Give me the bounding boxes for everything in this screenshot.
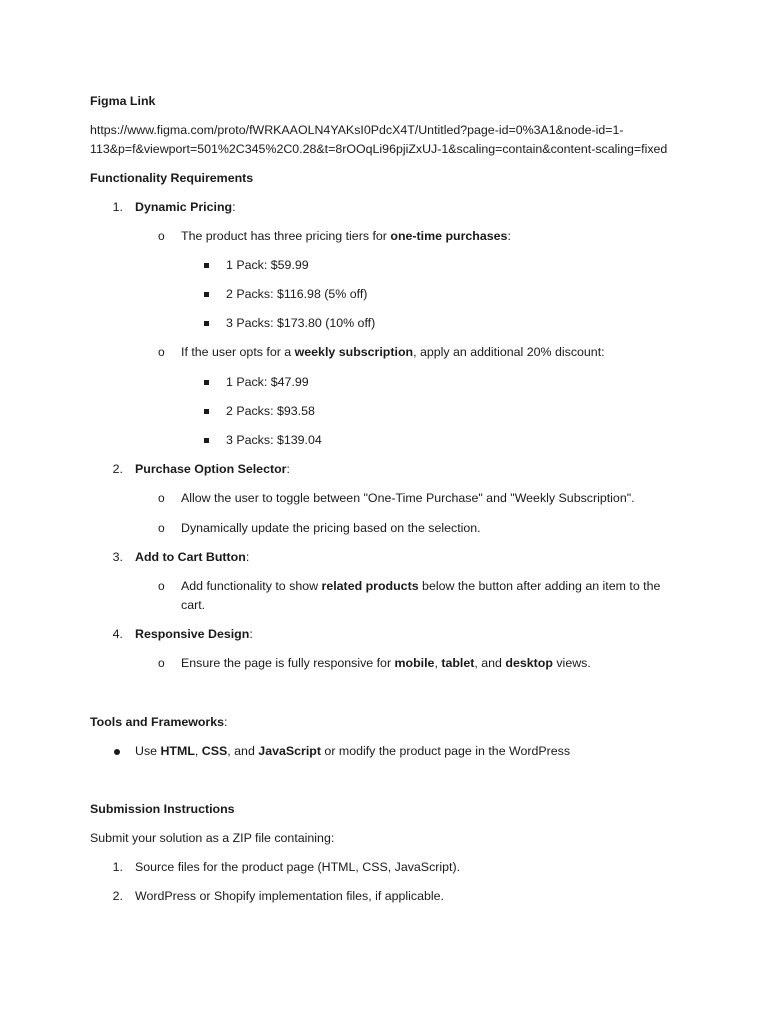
- hollow-bullet: o: [158, 491, 165, 505]
- figma-heading: Figma Link: [90, 94, 156, 108]
- square-bullet: [204, 438, 209, 443]
- figma-url-line-1[interactable]: https://www.figma.com/proto/fWRKAAOLN4YAKsI0PdcX4T/Untitled?page-id=0%3A1&node-id=1-: [90, 123, 624, 137]
- bold-text: tablet: [441, 656, 475, 670]
- tier-item: 2 Packs: $93.58: [226, 404, 315, 418]
- list-number: 1.: [112, 200, 123, 214]
- text: ,: [194, 744, 202, 758]
- item-title: Purchase Option Selector: [135, 462, 287, 476]
- text: ,: [434, 656, 442, 670]
- bold-text: one-time purchases: [390, 229, 508, 243]
- submission-heading: Submission Instructions: [90, 802, 235, 816]
- tier-item: 3 Packs: $139.04: [226, 433, 322, 447]
- item-title: Dynamic Pricing: [135, 200, 233, 214]
- text: Ensure the page is fully responsive for: [181, 656, 395, 670]
- square-bullet: [204, 321, 209, 326]
- square-bullet: [204, 292, 209, 297]
- text: , and: [474, 656, 506, 670]
- bold-text: JavaScript: [258, 744, 321, 758]
- heading-suffix: :: [224, 715, 228, 729]
- item-suffix: :: [245, 550, 250, 564]
- sub-item-update-pricing: Dynamically update the pricing based on the selection.: [181, 521, 481, 535]
- tools-heading: [90, 713, 228, 732]
- sub-item-one-time: [181, 227, 511, 246]
- hollow-bullet: o: [158, 521, 165, 535]
- item-suffix: :: [286, 462, 290, 476]
- list-number: 1.: [112, 860, 123, 874]
- hollow-bullet: o: [158, 656, 165, 670]
- bold-text: weekly subscription: [294, 345, 414, 359]
- sub-item-subscription: [181, 343, 605, 362]
- bold-text: related products: [321, 579, 419, 593]
- text: , apply an additional 20% discount:: [413, 345, 605, 359]
- figma-url-line-2[interactable]: 113&p=f&viewport=501%2C345%2C0.28&t=8rOOqLi96pjiZxUJ-1&scaling=contain&content-scaling=fixed: [90, 142, 668, 156]
- square-bullet: [204, 409, 209, 414]
- list-item-dynamic-pricing: [135, 198, 236, 217]
- submission-intro: Submit your solution as a ZIP file containing:: [90, 831, 335, 845]
- hollow-bullet: o: [158, 229, 165, 243]
- text: :: [507, 229, 511, 243]
- text: views.: [552, 656, 591, 670]
- list-item-add-to-cart: [135, 548, 249, 567]
- list-number: 2.: [112, 889, 123, 903]
- text: If the user opts for a: [181, 345, 295, 359]
- tier-item: 1 Pack: $59.99: [226, 258, 309, 272]
- bold-text: desktop: [505, 656, 553, 670]
- square-bullet: [204, 263, 209, 268]
- submission-item: WordPress or Shopify implementation files, if applicable.: [135, 889, 444, 903]
- round-bullet: [114, 749, 120, 755]
- text: or modify the product page in the WordPress: [320, 744, 571, 758]
- text: Add functionality to show: [181, 579, 322, 593]
- list-item-responsive: [135, 625, 253, 644]
- tier-item: 3 Packs: $173.80 (10% off): [226, 316, 376, 330]
- sub-item-related-products: [181, 577, 660, 596]
- item-suffix: :: [249, 627, 253, 641]
- functionality-heading: Functionality Requirements: [90, 171, 254, 185]
- sub-item-responsive: [181, 654, 591, 673]
- submission-item: Source files for the product page (HTML, CSS, JavaScript).: [135, 860, 461, 874]
- bold-text: mobile: [394, 656, 435, 670]
- list-number: 4.: [112, 627, 123, 641]
- sub-item-related-products-cont: cart.: [181, 598, 206, 612]
- list-item-purchase-option: [135, 460, 290, 479]
- text: The product has three pricing tiers for: [181, 229, 391, 243]
- list-number: 2.: [112, 462, 123, 476]
- tier-item: 1 Pack: $47.99: [226, 375, 309, 389]
- item-title: Add to Cart Button: [135, 550, 246, 564]
- tier-item: 2 Packs: $116.98 (5% off): [226, 287, 368, 301]
- sub-item-toggle: Allow the user to toggle between "One-Time Purchase" and "Weekly Subscription".: [181, 491, 635, 505]
- text: below the button after adding an item to the: [418, 579, 661, 593]
- hollow-bullet: o: [158, 345, 165, 359]
- text: Use: [135, 744, 161, 758]
- tools-item: [135, 742, 570, 761]
- hollow-bullet: o: [158, 579, 165, 593]
- item-title: Responsive Design: [135, 627, 250, 641]
- bold-text: CSS: [201, 744, 228, 758]
- bold-text: HTML: [160, 744, 195, 758]
- heading-text: Tools and Frameworks: [90, 715, 225, 729]
- list-number: 3.: [112, 550, 123, 564]
- item-suffix: :: [232, 200, 236, 214]
- text: , and: [227, 744, 259, 758]
- square-bullet: [204, 380, 209, 385]
